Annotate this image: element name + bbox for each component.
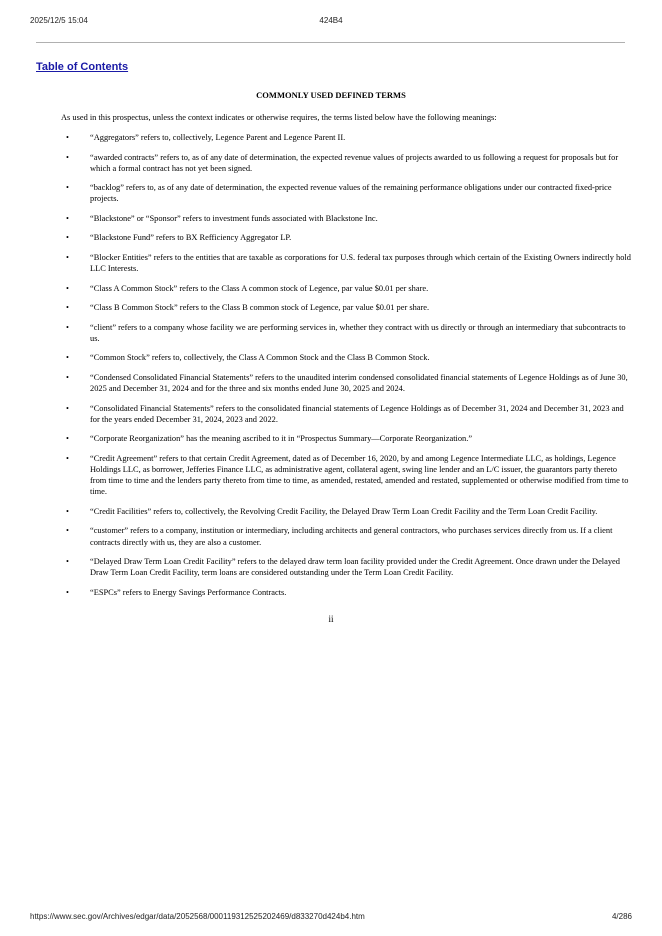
term-definition: “backlog” refers to, as of any date of determination, the expected revenue values of the remaining performance obligations under our contracted fixed-price projects. — [90, 183, 612, 204]
bullet-icon: • — [66, 557, 69, 567]
term-definition: “Delayed Draw Term Loan Credit Facility” refers to the delayed draw term loan facility provided under the Credit Agreement. Once drawn under the Delayed Draw Term Loan Credit Facility, term loans are considered outstanding under the Term Loan Credit Facility. — [90, 557, 620, 578]
list-item — [0, 506, 631, 517]
term-definition: “ESPCs” refers to Energy Savings Performance Contracts. — [90, 587, 287, 597]
bullet-icon: • — [66, 506, 69, 516]
bullet-icon: • — [66, 353, 69, 363]
term-definition: “client” refers to a company whose facility we are performing services in, whether they contract with us directly or through an intermediary that subcontracts to us. — [90, 322, 626, 343]
bullet-icon: • — [66, 526, 69, 536]
term-definition: “customer” refers to a company, institution or intermediary, including architects and general contractors, who purchases services directly from us. If a client contracts directly with us, they are also a customer. — [90, 526, 613, 547]
term-definition: “Class A Common Stock” refers to the Class A common stock of Legence, par value $0.01 per share. — [90, 283, 429, 293]
term-definition: “Class B Common Stock” refers to the Class B common stock of Legence, par value $0.01 per share. — [90, 303, 430, 313]
list-item — [0, 453, 631, 498]
bullet-icon: • — [66, 233, 69, 243]
list-item — [0, 587, 631, 598]
list-item — [0, 232, 631, 243]
bullet-icon: • — [66, 152, 69, 162]
bullet-icon: • — [66, 252, 69, 262]
bullet-icon: • — [66, 322, 69, 332]
bullet-icon: • — [66, 183, 69, 193]
list-item — [0, 302, 631, 313]
term-definition: “Blackstone Fund” refers to BX Refficiency Aggregator LP. — [90, 233, 292, 243]
bullet-icon: • — [66, 587, 69, 597]
term-definition: “Credit Agreement” refers to that certain Credit Agreement, dated as of December 16, 2020, by and among Legence Intermediate LLC, as holdings, Legence Holdings LLC, as borrower, Jefferies Finance LLC, as administrative agent, collateral agent, swing line lender and an L/C issuer, the guarantors party thereto from time to time and the lenders party thereto from time to time, as amended, restated, amended and restated, supplemented or otherwise modified from time to time. — [90, 453, 629, 497]
print-footer-url: https://www.sec.gov/Archives/edgar/data/2052568/000119312525202469/d833270d424b4.htm — [30, 912, 365, 921]
bullet-icon: • — [66, 372, 69, 382]
defined-terms-list — [0, 132, 662, 606]
term-definition: “Common Stock” refers to, collectively, the Class A Common Stock and the Class B Common Stock. — [90, 353, 430, 363]
term-definition: “Consolidated Financial Statements” refers to the consolidated financial statements of Legence Holdings as of December 31, 2024 and December 31, 2023 and for the years ended December 31, 2024, 2023 and 2022. — [90, 403, 624, 424]
bullet-icon: • — [66, 403, 69, 413]
list-item — [0, 433, 631, 444]
list-item — [0, 283, 631, 294]
print-footer-page-count: 4/286 — [611, 912, 632, 921]
print-header-title: 424B4 — [319, 16, 343, 25]
page-number: ii — [328, 614, 334, 624]
list-item — [0, 132, 631, 143]
term-definition: “awarded contracts” refers to, as of any date of determination, the expected revenue values of projects awarded to us following a request for proposals but for which a formal contract has not yet been signed. — [90, 152, 619, 173]
list-item — [0, 322, 631, 344]
list-item — [0, 556, 631, 578]
list-item — [0, 152, 631, 174]
header-divider — [36, 42, 625, 43]
term-definition: “Blocker Entities” refers to the entities that are taxable as corporations for U.S. federal tax purposes through which certain of the Existing Owners indirectly hold LLC Interests. — [90, 252, 631, 274]
bullet-icon: • — [66, 453, 69, 463]
bullet-icon: • — [66, 133, 69, 142]
term-definition: “Corporate Reorganization” has the meaning ascribed to it in “Prospectus Summary—Corporate Reorganization.” — [90, 434, 473, 444]
bullet-icon: • — [66, 434, 69, 444]
table-of-contents-link[interactable]: Table of Contents — [36, 61, 129, 73]
section-heading: COMMONLY USED DEFINED TERMS — [256, 90, 406, 100]
list-item — [0, 182, 631, 204]
term-definition: “Blackstone” or “Sponsor” refers to investment funds associated with Blackstone Inc. — [90, 213, 378, 223]
term-definition: “Credit Facilities” refers to, collectively, the Revolving Credit Facility, the Delayed Draw Term Loan Credit Facility and the Term Loan Credit Facility. — [90, 506, 598, 516]
list-item — [0, 213, 631, 224]
bullet-icon: • — [66, 283, 69, 293]
bullet-icon: • — [66, 303, 69, 313]
list-item — [0, 525, 631, 547]
list-item — [0, 403, 631, 425]
list-item — [0, 372, 631, 394]
intro-paragraph: As used in this prospectus, unless the context indicates or otherwise requires, the terms listed below have the following meanings: — [61, 113, 497, 122]
list-item — [0, 252, 631, 274]
list-item — [0, 352, 631, 363]
term-definition: “Aggregators” refers to, collectively, Legence Parent and Legence Parent II. — [90, 133, 346, 142]
term-definition: “Condensed Consolidated Financial Statements” refers to the unaudited interim condensed consolidated financial statements of Legence Holdings as of June 30, 2025 and December 31, 2024 and for the three and six months ended June 30, 2025 and 2024. — [90, 372, 628, 394]
bullet-icon: • — [66, 213, 69, 223]
print-header-datetime: 2025/12/5 15:04 — [30, 16, 88, 25]
